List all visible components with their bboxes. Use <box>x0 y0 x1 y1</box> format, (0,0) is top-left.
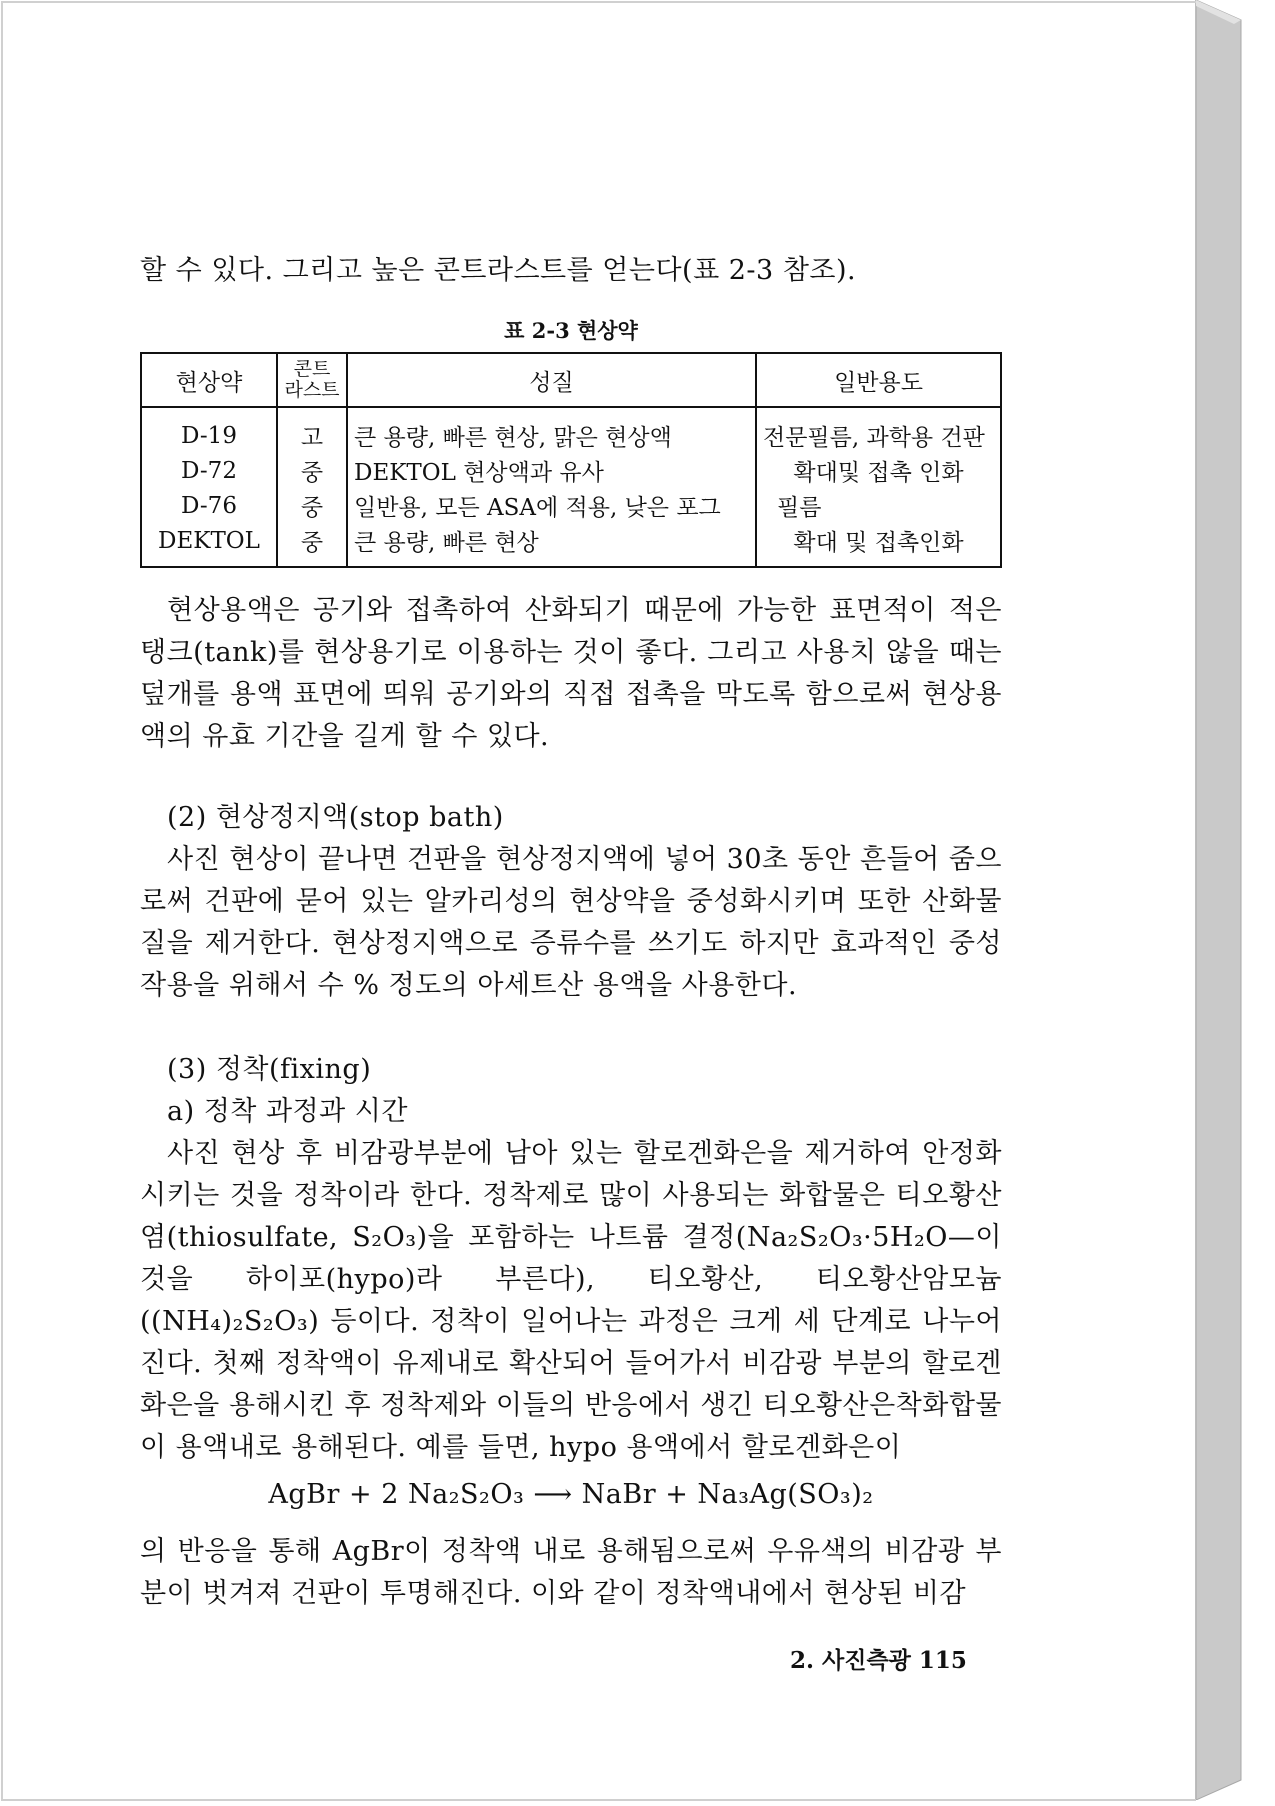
cell-contrast: 중 <box>277 523 347 567</box>
cell-developer: D-19 <box>141 407 277 453</box>
cell-usage: 확대 및 접촉인화 <box>756 523 1001 567</box>
header-developer: 현상약 <box>141 353 277 407</box>
header-usage: 일반용도 <box>756 353 1001 407</box>
chemical-equation: AgBr + 2 Na₂S₂O₃ ⟶ NaBr + Na₃Ag(SO₃)₂ <box>268 1479 874 1510</box>
table-caption: 표 2-3 현상약 <box>504 318 638 343</box>
cell-property: 일반용, 모든 ASA에 적용, 낮은 포그 <box>347 488 756 523</box>
header-contrast: 콘트 라스트 <box>277 353 347 407</box>
cell-contrast: 중 <box>277 488 347 523</box>
paragraph-stop-bath: 사진 현상이 끝나면 건판을 현상정지액에 넣어 30초 동안 흔들어 줌으로써 건판에 묻어 있는 알카리성의 현상약을 중성화시키며 또한 산화물질을 제거한다. 현상정지액으로 증류수를 쓰기도 하지만 효과적인 중성작용을 위해서 수 % 정도의 아세트산 용액을 사용한다. <box>140 844 1002 1001</box>
cell-developer: D-76 <box>141 488 277 523</box>
table-row <box>141 407 1001 453</box>
subsection-heading-fixing-process: a) 정착 과정과 시간 <box>167 1096 408 1127</box>
cell-contrast: 중 <box>277 453 347 488</box>
intro-line: 할 수 있다. 그리고 높은 콘트라스트를 얻는다(표 2-3 참조). <box>140 255 857 286</box>
table-row <box>141 488 1001 523</box>
paragraph-reaction: 의 반응을 통해 AgBr이 정착액 내로 용해됨으로써 우유색의 비감광 부분이 벗겨져 건판이 투명해진다. 이와 같이 정착액내에서 현상된 비감 <box>140 1536 1002 1609</box>
cell-property: 큰 용량, 빠른 현상, 맑은 현상액 <box>347 407 756 453</box>
page-edge-shadow <box>1196 0 1256 1800</box>
cell-property: DEKTOL 현상액과 유사 <box>347 453 756 488</box>
paragraph-fixing: 사진 현상 후 비감광부분에 남아 있는 할로겐화은을 제거하여 안정화시키는 것을 정착이라 한다. 정착제로 많이 사용되는 화합물은 티오황산염(thiosulfate, S₂O₃)을 포함하는 나트륨 결정(Na₂S₂O₃·5H₂O—이것을 하이포(hypo)라 부른다), 티오황산, 티오황산암모늄((NH₄)₂S₂O₃) 등이다. 정착이 일어나는 과정은 크게 세 단계로 나누어진다. 첫째 정착액이 유제내로 확산되어 들어가서 비감광 부분의 할로겐화은을 용해시킨 후 정착제와 이들의 반응에서 생긴 티오황산은착화합물이 용액내로 용해된다. 예를 들면, hypo 용액에서 할로겐화은이 <box>140 1138 1002 1463</box>
table-row <box>141 453 1001 488</box>
section-heading-stop-bath: (2) 현상정지액(stop bath) <box>167 802 504 833</box>
table-row <box>141 523 1001 567</box>
header-property: 성질 <box>347 353 756 407</box>
page-footer: 2. 사진측광 115 <box>790 1647 967 1674</box>
paragraph-developer-solution: 현상용액은 공기와 접촉하여 산화되기 때문에 가능한 표면적이 적은 탱크(tank)를 현상용기로 이용하는 것이 좋다. 그리고 사용치 않을 때는 덮개를 용액 표면에 띄워 공기와의 직접 접촉을 막도록 함으로써 현상용액의 유효 기간을 길게 할 수 있다. <box>140 595 1002 752</box>
cell-usage: 필름 <box>756 488 1001 523</box>
cell-property: 큰 용량, 빠른 현상 <box>347 523 756 567</box>
cell-contrast: 고 <box>277 407 347 453</box>
cell-developer: DEKTOL <box>141 523 277 567</box>
section-heading-fixing: (3) 정착(fixing) <box>167 1054 372 1085</box>
cell-usage: 확대및 접촉 인화 <box>756 453 1001 488</box>
developer-table <box>140 352 1002 568</box>
cell-usage: 전문필름, 과학용 건판 <box>756 407 1001 453</box>
cell-developer: D-72 <box>141 453 277 488</box>
